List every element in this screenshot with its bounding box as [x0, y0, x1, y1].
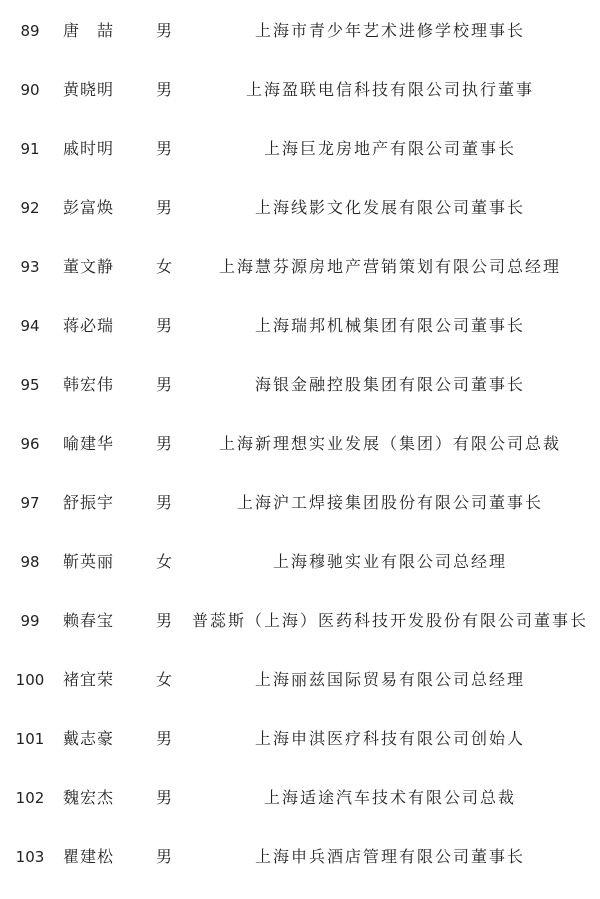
- member-name: 褚宜荣: [63, 670, 115, 689]
- table-row: [0, 840, 600, 899]
- row-number: 99: [20, 612, 40, 630]
- member-organization: 上海慧芬源房地产营销策划有限公司总经理: [218, 257, 561, 276]
- table-row: [0, 781, 600, 840]
- member-gender: 女: [155, 552, 172, 571]
- member-name: 靳英丽: [63, 552, 115, 571]
- member-organization: 上海巨龙房地产有限公司董事长: [263, 139, 516, 158]
- row-number: 93: [20, 258, 40, 276]
- member-name: 舒振宇: [63, 493, 115, 512]
- member-organization: 上海沪工焊接集团股份有限公司董事长: [236, 493, 543, 512]
- table-row: [0, 368, 600, 427]
- member-gender: 男: [155, 316, 172, 335]
- member-organization: 海银金融控股集团有限公司董事长: [254, 375, 525, 394]
- member-organization: 上海瑞邦机械集团有限公司董事长: [254, 316, 525, 335]
- member-organization: 上海适途汽车技术有限公司总裁: [263, 788, 516, 807]
- member-name: 蒋必瑞: [63, 316, 115, 335]
- member-organization: 上海申淇医疗科技有限公司创始人: [254, 729, 525, 748]
- member-name: 魏宏杰: [63, 788, 115, 807]
- table-row: [0, 604, 600, 663]
- member-name: 董文静: [63, 257, 115, 276]
- table-row: [0, 73, 600, 132]
- row-number: 103: [15, 848, 45, 866]
- row-number: 89: [20, 22, 40, 40]
- member-gender: 男: [155, 139, 172, 158]
- row-number: 90: [20, 81, 40, 99]
- member-gender: 男: [155, 375, 172, 394]
- table-row: [0, 132, 600, 191]
- row-number: 98: [20, 553, 40, 571]
- row-number: 94: [20, 317, 40, 335]
- row-number: 91: [20, 140, 40, 158]
- member-gender: 男: [155, 847, 172, 866]
- member-name: 戴志豪: [63, 729, 115, 748]
- member-gender: 男: [155, 198, 172, 217]
- member-gender: 男: [155, 434, 172, 453]
- member-name: 瞿建松: [63, 847, 115, 866]
- member-organization: 上海线影文化发展有限公司董事长: [254, 198, 525, 217]
- table-row: [0, 250, 600, 309]
- table-row: [0, 722, 600, 781]
- table-row: [0, 663, 600, 722]
- member-organization: 上海新理想实业发展（集团）有限公司总裁: [218, 434, 561, 453]
- row-number: 100: [15, 671, 45, 689]
- member-gender: 女: [155, 670, 172, 689]
- member-organization: 上海市青少年艺术进修学校理事长: [254, 21, 525, 40]
- row-number: 102: [15, 789, 45, 807]
- member-organization: 上海申兵酒店管理有限公司董事长: [254, 847, 525, 866]
- member-name: 韩宏伟: [63, 375, 115, 394]
- member-organization: 上海盈联电信科技有限公司执行董事: [245, 80, 534, 99]
- member-name: 喻建华: [63, 434, 115, 453]
- member-gender: 男: [155, 729, 172, 748]
- member-gender: 男: [155, 21, 172, 40]
- member-gender: 男: [155, 788, 172, 807]
- table-row: [0, 486, 600, 545]
- row-number: 95: [20, 376, 40, 394]
- row-number: 96: [20, 435, 40, 453]
- member-organization: 上海丽兹国际贸易有限公司总经理: [254, 670, 525, 689]
- member-organization: 上海穆驰实业有限公司总经理: [272, 552, 507, 571]
- member-gender: 男: [155, 493, 172, 512]
- row-number: 92: [20, 199, 40, 217]
- table-row: [0, 14, 600, 73]
- member-name: 戚时明: [63, 139, 115, 158]
- member-name: 赖春宝: [63, 611, 115, 630]
- row-number: 97: [20, 494, 40, 512]
- table-row: [0, 427, 600, 486]
- member-organization: 普蕊斯（上海）医药科技开发股份有限公司董事长: [191, 611, 588, 630]
- row-number: 101: [15, 730, 45, 748]
- table-row: [0, 309, 600, 368]
- table-row: [0, 191, 600, 250]
- member-gender: 女: [155, 257, 172, 276]
- member-gender: 男: [155, 611, 172, 630]
- member-gender: 男: [155, 80, 172, 99]
- table-row: [0, 545, 600, 604]
- member-table: [0, 14, 600, 899]
- member-name: 黄晓明: [63, 80, 115, 99]
- member-name: 彭富焕: [63, 198, 115, 217]
- member-name: 唐 喆: [63, 21, 115, 40]
